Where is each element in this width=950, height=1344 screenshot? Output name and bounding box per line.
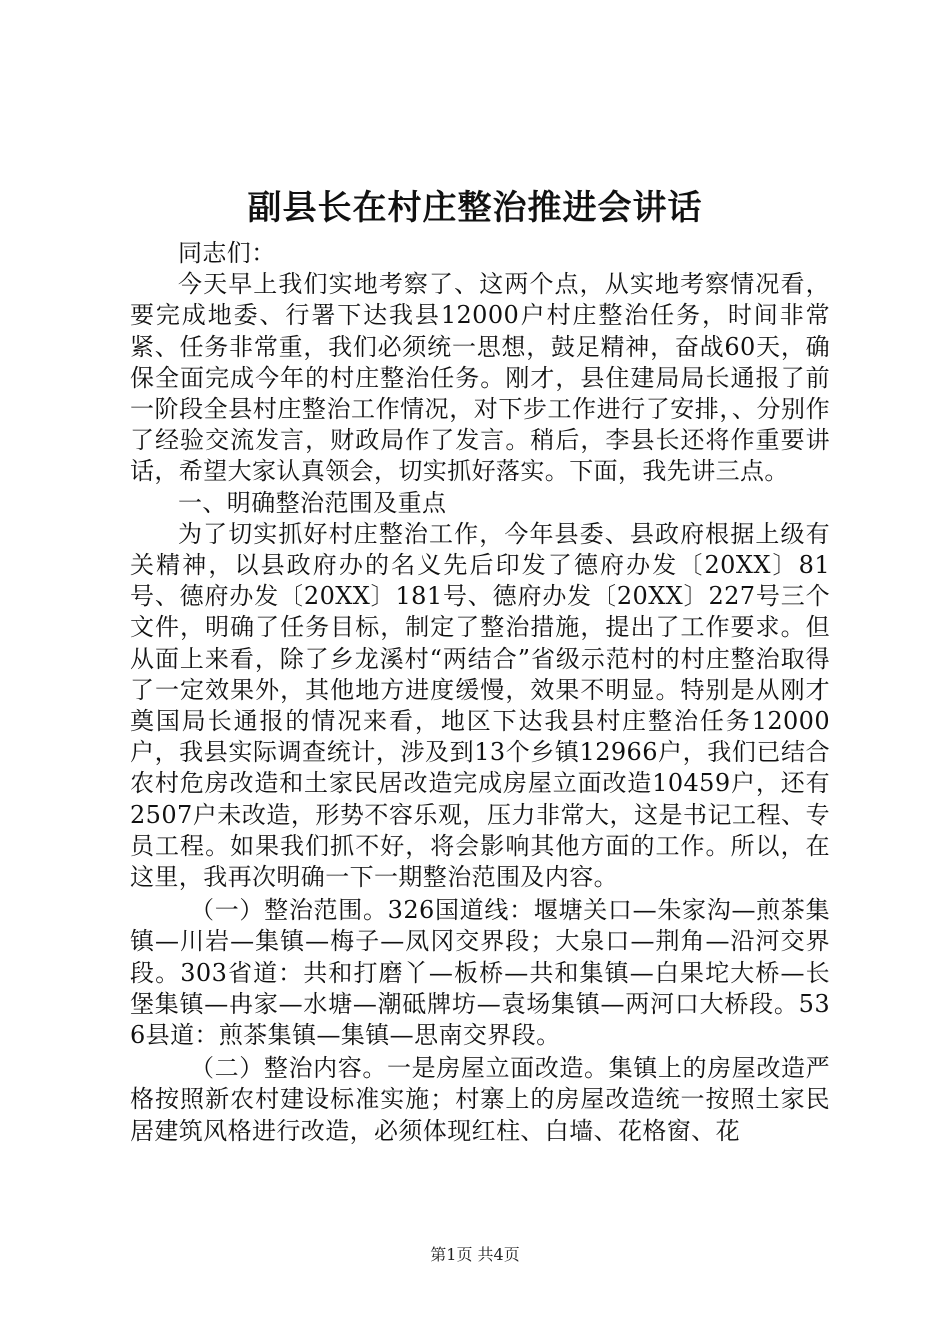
paragraph-scope: （一）整治范围。326国道线：堰塘关口—朱家沟—煎茶集镇—川岩—集镇—梅子—凤冈交界段；大泉口—荆角—沿河交界段。303省道：共和打磨丫—板桥—共和集镇—白果坨大桥—长堡集镇—冉家—水塘—潮砥牌坊—袁场集镇—两河口大桥段。536县道：煎茶集镇—集镇—思南交界段。 [130, 896, 830, 1050]
paragraph-content: （二）整治内容。一是房屋立面改造。集镇上的房屋改造严格按照新农村建设标准实施；村寨上的房屋改造统一按照土家民居建筑风格进行改造，必须体现红柱、白墙、花格窗、花 [130, 1054, 830, 1145]
section-heading-1: 一、明确整治范围及重点 [178, 488, 447, 517]
document-title: 副县长在村庄整治推进会讲话 [247, 188, 703, 228]
paragraph-section-1: 为了切实抓好村庄整治工作，今年县委、县政府根据上级有关精神，以县政府办的名义先后印发了德府办发〔20XX〕81号、德府办发〔20XX〕181号、德府办发〔20XX〕227号三个文件，明确了任务目标，制定了整治措施，提出了工作要求。但从面上来看，除了乡龙溪村“两结合”省级示范村的村庄整治取得了一定效果外，其他地方进度缓慢，效果不明显。特别是从刚才奠国局长通报的情况来看，地区下达我县村庄整治任务12000户，我县实际调查统计，涉及到13个乡镇12966户，我们已结合农村危房改造和土家民居改造完成房屋立面改造10459户，还有2507户未改造，形势不容乐观，压力非常大，这是书记工程、专员工程。如果我们抓不好，将会影响其他方面的工作。所以，在这里，我再次明确一下一期整治范围及内容。 [130, 519, 830, 892]
salutation: 同志们： [178, 239, 276, 267]
document-body [130, 238, 830, 1147]
page-number: 第1页 共4页 [430, 1245, 520, 1264]
paragraph-intro: 今天早上我们实地考察了、这两个点，从实地考察情况看，要完成地委、行署下达我县12000户村庄整治任务，时间非常紧、任务非常重，我们必须统一思想，鼓足精神，奋战60天，确保全面完成今年的村庄整治任务。刚才，县住建局局长通报了前一阶段全县村庄整治工作情况，对下步工作进行了安排，、分别作了经验交流发言，财政局作了发言。稍后，李县长还将作重要讲话，希望大家认真领会，切实抓好落实。下面，我先讲三点。 [130, 270, 830, 486]
